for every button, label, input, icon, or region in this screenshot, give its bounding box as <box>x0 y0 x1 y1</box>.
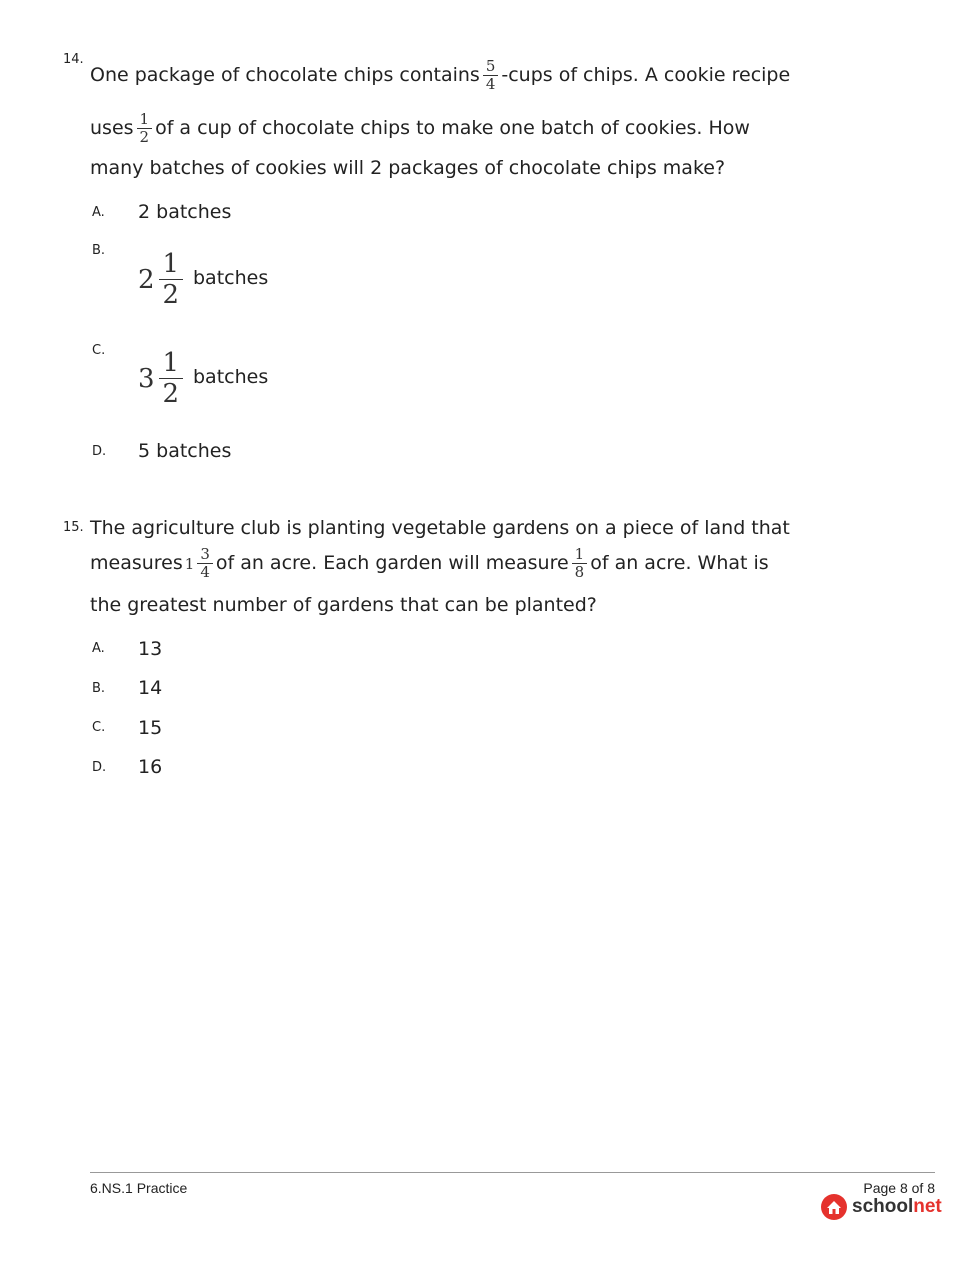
answer-choice-b[interactable]: 2 $\frac{1}{2}$ batches <box>138 249 269 310</box>
answer-choice-c[interactable]: 3 $\frac{1}{2}$ batches <box>138 348 269 409</box>
question-stem-line: One package of chocolate chips contains $\frac{5}{4}$ -cups of chips. A cookie recipe <box>90 57 791 93</box>
question-stem-line: measures 1 $\frac{3}{4}$ of an acre. Each garden will measure $\frac{1}{8}$ of an acre. What is <box>90 545 769 581</box>
choice-letter: D. <box>92 760 107 775</box>
question-number: 15. <box>63 520 84 535</box>
choice-letter: C. <box>92 720 106 735</box>
choice-letter: A. <box>92 205 105 220</box>
answer-choice-d[interactable]: 5 batches <box>138 440 232 462</box>
fraction: $\frac{5}{4}$ <box>483 58 499 93</box>
choice-letter: B. <box>92 243 106 258</box>
choice-letter: A. <box>92 641 105 656</box>
schoolnet-logo: schoolnet <box>820 1193 942 1221</box>
page-number: Page 8 of 8 <box>863 1180 935 1196</box>
fraction: $\frac{1}{8}$ <box>572 546 588 581</box>
answer-choice-a[interactable]: 2 batches <box>138 201 232 223</box>
answer-choice-c[interactable]: 15 <box>138 717 163 739</box>
question-stem-line: uses $\frac{1}{2}$ of a cup of chocolate chips to make one batch of cookies. How <box>90 110 750 146</box>
answer-choice-a[interactable]: 13 <box>138 638 163 660</box>
answer-choice-d[interactable]: 16 <box>138 756 163 778</box>
house-icon <box>820 1193 848 1221</box>
question-stem-line: The agriculture club is planting vegetable gardens on a piece of land that <box>90 517 790 539</box>
footer-divider <box>90 1172 935 1173</box>
mixed-number: 3 $\frac{1}{2}$ <box>138 348 183 409</box>
answer-choice-b[interactable]: 14 <box>138 677 163 699</box>
choice-letter: B. <box>92 681 106 696</box>
mixed-number: 2 $\frac{1}{2}$ <box>138 249 183 310</box>
choice-letter: D. <box>92 444 107 459</box>
footer-title: 6.NS.1 Practice <box>90 1180 188 1196</box>
fraction: $\frac{1}{2}$ <box>137 111 153 146</box>
question-stem-line: the greatest number of gardens that can be planted? <box>90 594 597 616</box>
question-stem-line: many batches of cookies will 2 packages of chocolate chips make? <box>90 157 726 179</box>
question-number: 14. <box>63 52 84 67</box>
fraction: $\frac{3}{4}$ <box>197 546 213 581</box>
choice-letter: C. <box>92 343 106 358</box>
